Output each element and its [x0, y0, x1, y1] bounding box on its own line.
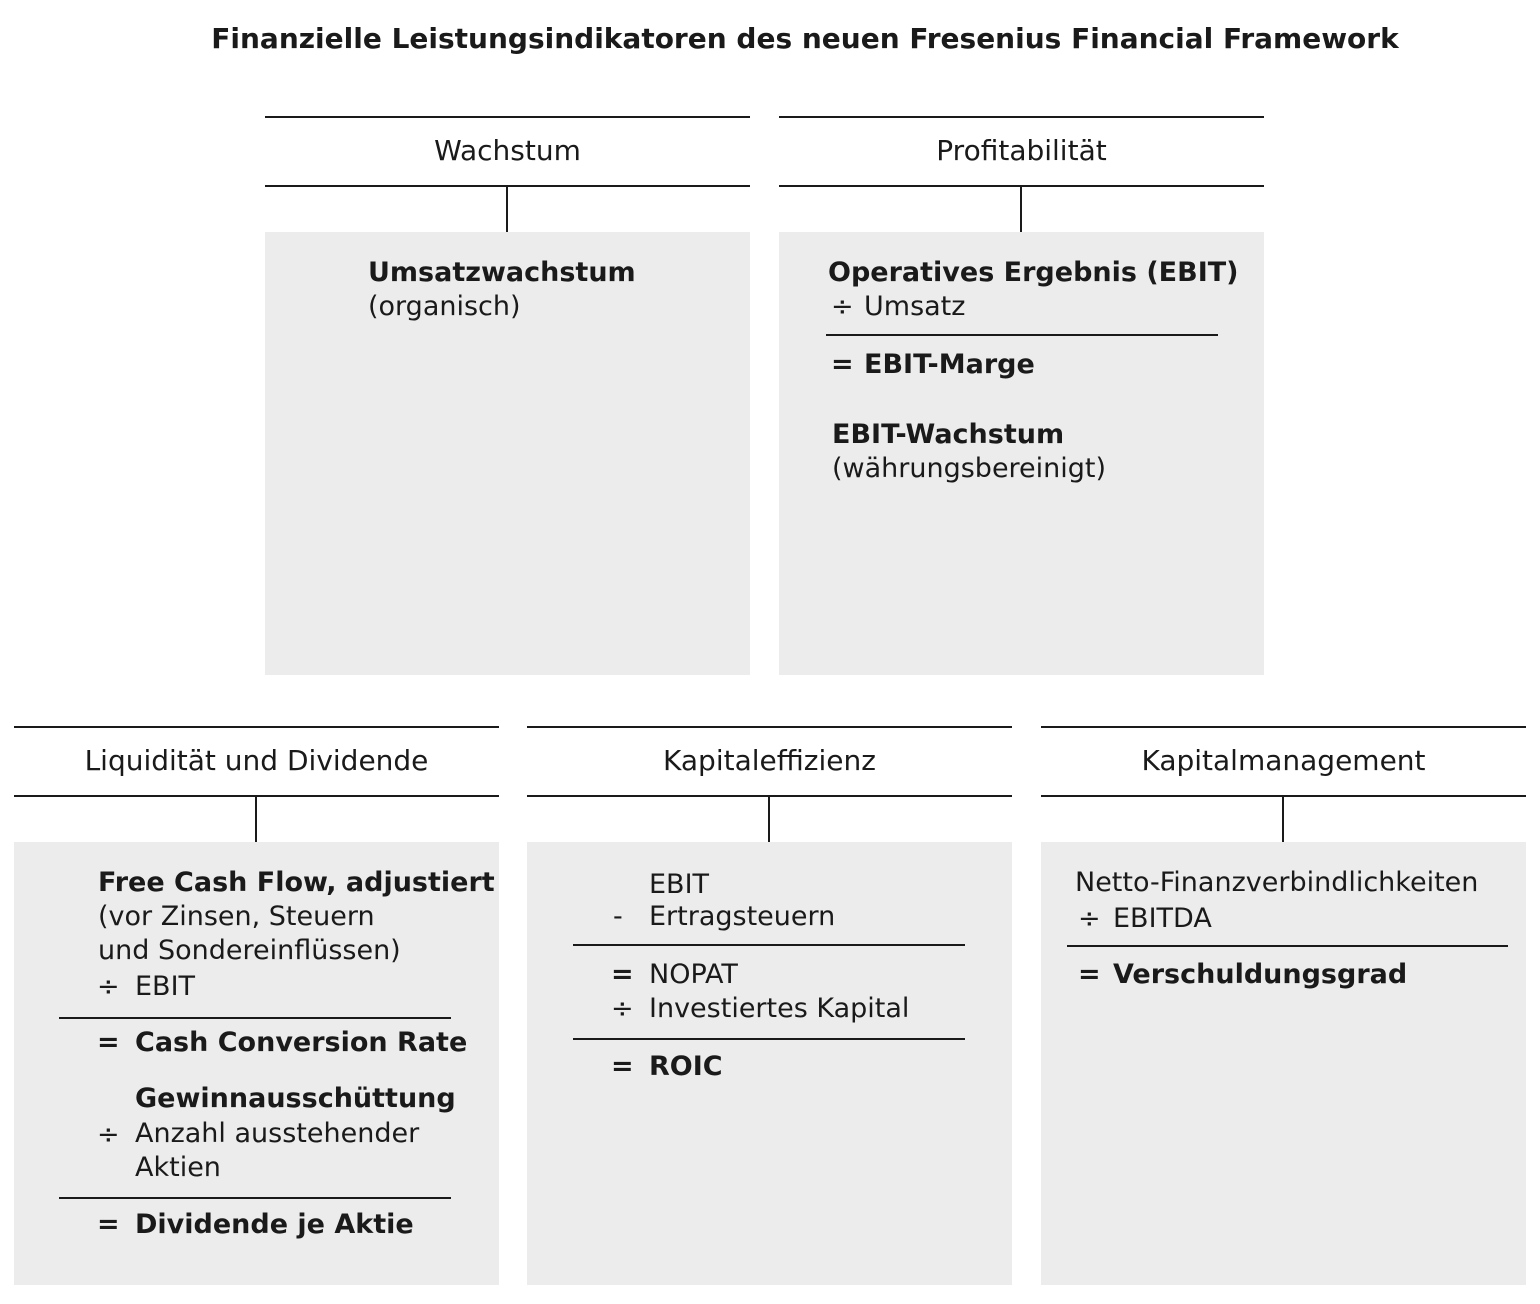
denominator: Aktien [135, 1152, 221, 1183]
kpi-name: Umsatzwachstum [368, 257, 636, 288]
divide-operator: ÷ [1078, 903, 1101, 934]
divide-operator: ÷ [97, 1119, 120, 1150]
equals-operator: = [97, 1027, 120, 1058]
equals-operator: = [97, 1209, 120, 1240]
kpi-result: Verschuldungsgrad [1113, 959, 1408, 990]
kpi-qualifier: (organisch) [368, 291, 521, 322]
category-label-kapitalmanagement: Kapitalmanagement [1141, 744, 1426, 777]
denominator: Anzahl ausstehender [135, 1118, 420, 1149]
divide-operator: ÷ [831, 291, 854, 322]
kpi-qualifier: (währungsbereinigt) [832, 453, 1107, 484]
minus-operator: - [613, 901, 623, 932]
kpi-box-kapitalmanagement [1041, 842, 1526, 1285]
connector-stem [1020, 187, 1022, 232]
minuend: EBIT [649, 869, 710, 900]
column-liquiditaet [14, 726, 499, 1286]
numerator: Free Cash Flow, adjustiert [98, 867, 495, 898]
divide-operator: ÷ [611, 993, 634, 1024]
denominator: Investiertes Kapital [649, 993, 910, 1024]
kpi-result: EBIT-Marge [864, 349, 1035, 380]
denominator: EBITDA [1113, 903, 1212, 934]
kpi-result: ROIC [649, 1051, 723, 1082]
connector-stem [506, 187, 508, 232]
column-kapitalmanagement [1041, 726, 1526, 1286]
kpi-result: Cash Conversion Rate [135, 1027, 468, 1058]
kpi-box-wachstum [265, 232, 750, 675]
header-top-rule [1041, 726, 1526, 728]
equals-operator: = [611, 959, 634, 990]
equals-operator: = [1078, 959, 1101, 990]
numerator-note: (vor Zinsen, Steuern [98, 901, 375, 932]
category-label-profitabilitaet: Profitabilität [936, 134, 1107, 167]
equals-operator: = [611, 1051, 634, 1082]
kpi-box-kapitaleffizienz [527, 842, 1012, 1285]
column-wachstum [265, 116, 750, 676]
diagram-title: Finanzielle Leistungsindikatoren des neuen Fresenius Financial Framework [211, 22, 1399, 55]
divide-operator: ÷ [97, 971, 120, 1002]
fraction-rule [573, 1038, 965, 1040]
category-label-wachstum: Wachstum [434, 134, 581, 167]
subtrahend: Ertragsteuern [649, 901, 836, 932]
kpi-box-profitabilitaet [779, 232, 1264, 675]
fraction-rule [573, 944, 965, 946]
category-label-liquiditaet: Liquidität und Dividende [84, 744, 429, 777]
numerator: Operatives Ergebnis (EBIT) [828, 257, 1239, 288]
numerator: Netto-Finanzverbindlichkeiten [1075, 867, 1479, 898]
kpi-box-liquiditaet [14, 842, 499, 1285]
equals-operator: = [831, 349, 854, 380]
numerator: NOPAT [649, 959, 738, 990]
connector-stem [1282, 797, 1284, 842]
fraction-rule [1067, 945, 1508, 947]
header-top-rule [14, 726, 499, 728]
kpi-result: Dividende je Aktie [135, 1209, 414, 1240]
numerator-note: und Sondereinflüssen) [98, 935, 401, 966]
kpi-name: EBIT-Wachstum [832, 419, 1065, 450]
connector-stem [255, 797, 257, 842]
fraction-rule [826, 334, 1218, 336]
column-kapitaleffizienz [527, 726, 1012, 1286]
connector-stem [768, 797, 770, 842]
column-profitabilitaet [779, 116, 1264, 676]
header-top-rule [527, 726, 1012, 728]
category-label-kapitaleffizienz: Kapitaleffizienz [663, 744, 876, 777]
denominator: EBIT [135, 971, 196, 1002]
header-top-rule [779, 116, 1264, 118]
fraction-rule [59, 1197, 451, 1199]
numerator: Gewinnausschüttung [135, 1083, 456, 1114]
denominator: Umsatz [864, 291, 966, 322]
fraction-rule [59, 1017, 451, 1019]
header-top-rule [265, 116, 750, 118]
